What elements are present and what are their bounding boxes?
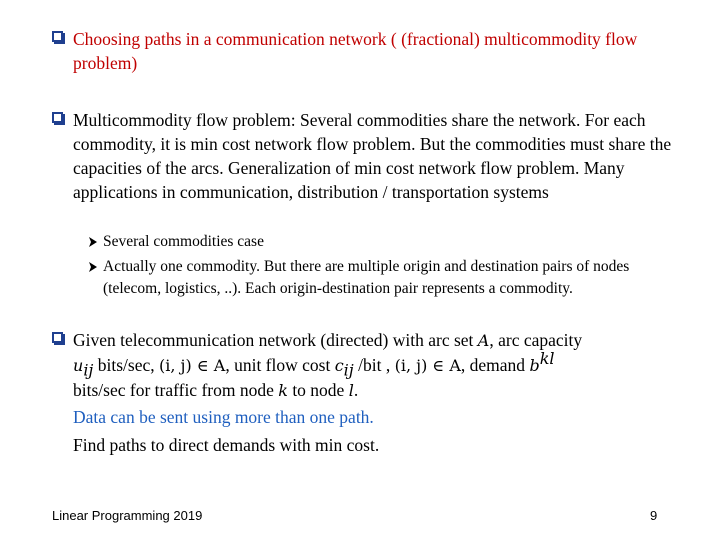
footer-course: Linear Programming 2019 (52, 508, 203, 523)
math-arc-membership: (i, j) ∈ A (159, 356, 226, 375)
bullet-3-part: Given telecommunication network (directed) with arc set (73, 330, 478, 350)
bullet-3-part: . (353, 380, 359, 400)
checkbox-bullet-icon (52, 112, 63, 123)
bullet-3 (55, 328, 675, 403)
math-node-k: k (278, 381, 288, 400)
bullet-3-part: , demand (460, 355, 530, 375)
find-paths-line: Find paths to direct demands with min cost. (73, 435, 380, 455)
sub-bullet-2-text: Actually one commodity. But there are multiple origin and destination pairs of nodes (telecom, logistics, ..). Each origin-destination pair represents a commodity. (103, 258, 630, 297)
sub-bullet-1 (90, 231, 670, 253)
checkbox-bullet-icon (52, 31, 63, 42)
math-demand: b (529, 356, 540, 375)
arrow-bullet-icon (88, 236, 98, 248)
bullet-3-part: bits/sec, (93, 355, 160, 375)
page-number: 9 (650, 508, 658, 523)
bullet-1-text: Choosing paths in a communication network ( (fractional) multicommodity flow problem) (73, 29, 638, 73)
bullet-3-part: bits/sec for traffic from node (73, 380, 279, 400)
math-node-l: l (348, 381, 354, 400)
math-subscript: ij (343, 360, 354, 380)
bullet-3-text (73, 328, 675, 403)
arrow-bullet-icon (88, 261, 98, 273)
math-arc-set: A (477, 331, 490, 350)
data-note-line: Data can be sent using more than one path. (73, 407, 374, 427)
bullet-3-part: , arc capacity (489, 330, 583, 350)
bullet-3-part: to node (287, 380, 349, 400)
checkbox-bullet-icon (52, 332, 63, 343)
bullet-2 (55, 108, 675, 204)
bullet-2-text: Multicommodity flow problem: Several commodities share the network. For each commodity, it is min cost network flow problem. But the commodities must share the capacities of the arcs. Generalization of min cost network flow problem. Many applications in communication, distribution / transportation systems (73, 110, 672, 202)
math-superscript: kl (539, 349, 555, 369)
math-cost: c (334, 356, 344, 375)
math-capacity: u (73, 356, 84, 375)
math-arc-membership: (i, j) ∈ A (394, 356, 461, 375)
bullet-1 (55, 27, 675, 75)
bullet-3-part: /bit , (353, 355, 395, 375)
sub-bullet-2 (90, 256, 670, 300)
math-subscript: ij (83, 360, 94, 380)
bullet-3-part: , unit flow cost (225, 355, 335, 375)
sub-bullet-1-text: Several commodities case (103, 233, 264, 250)
